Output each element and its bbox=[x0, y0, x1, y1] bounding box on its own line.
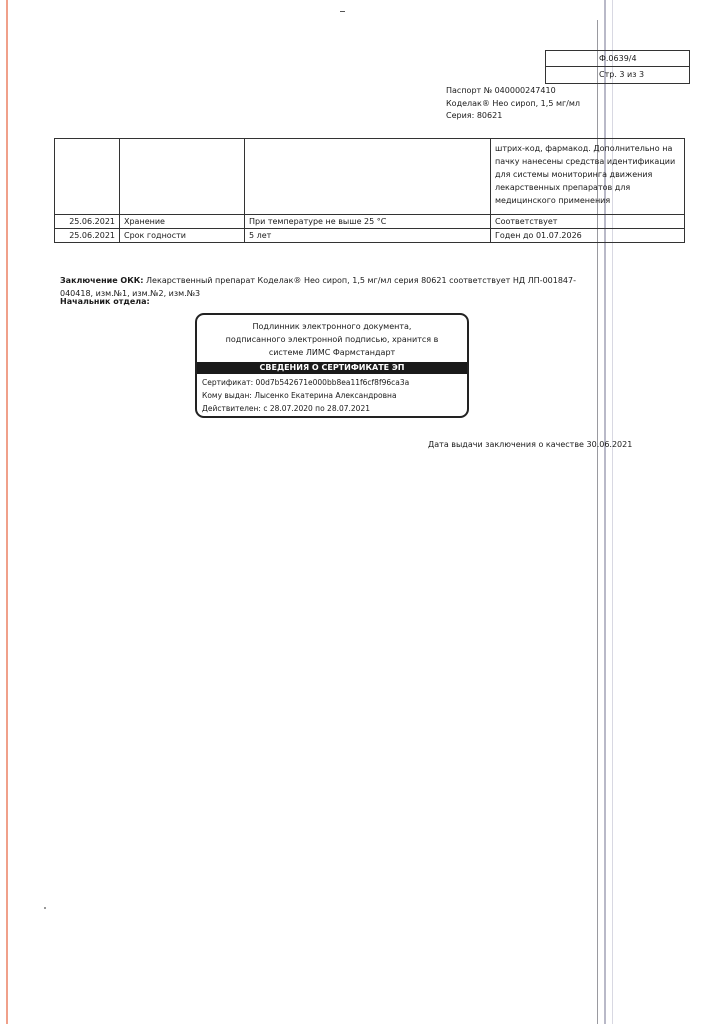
cell-requirement: При температуре не выше 25 °С bbox=[245, 215, 491, 229]
scan-mark bbox=[340, 11, 345, 12]
stamp-certificate: Сертификат: 00d7b542671e000bb8ea11f6cf8f96ca3a bbox=[202, 378, 410, 387]
cell-result: Годен до 01.07.2026 bbox=[491, 229, 685, 243]
conclusion-label: Заключение ОКК: bbox=[60, 276, 144, 285]
form-code-box bbox=[545, 50, 690, 84]
passport-number: Паспорт № 040000247410 bbox=[446, 86, 556, 95]
stamp-issued-to: Кому выдан: Лысенко Екатерина Александровна bbox=[202, 391, 397, 400]
electronic-signature-stamp bbox=[195, 313, 469, 418]
stamp-header: СВЕДЕНИЯ О СЕРТИФИКАТЕ ЭП bbox=[197, 362, 467, 374]
cell-name bbox=[120, 139, 245, 215]
cell-name: Срок годности bbox=[120, 229, 245, 243]
page-number: Стр. 3 из 3 bbox=[599, 70, 645, 79]
cell-date: 25.06.2021 bbox=[55, 215, 120, 229]
stamp-line: Подлинник электронного документа, bbox=[252, 322, 412, 331]
cell-requirement bbox=[245, 139, 491, 215]
scan-speck bbox=[44, 907, 46, 909]
passport-product: Коделак® Нео сироп, 1,5 мг/мл bbox=[446, 98, 581, 108]
stamp-line: системе ЛИМС Фармстандарт bbox=[268, 348, 396, 357]
form-code: Ф.0639/4 bbox=[599, 54, 637, 63]
scan-edge-left bbox=[6, 0, 8, 1024]
conclusion-text: Лекарственный препарат Коделак® Нео сироп, 1,5 мг/мл серия 80621 соответствует НД ЛП-001847-040418, изм.№1, изм.№2, изм.№3 bbox=[60, 276, 576, 298]
cell-date: 25.06.2021 bbox=[55, 229, 120, 243]
cell-name: Хранение bbox=[120, 215, 245, 229]
cell-requirement: 5 лет bbox=[245, 229, 491, 243]
stamp-validity: Действителен: с 28.07.2020 по 28.07.2021 bbox=[202, 404, 370, 413]
table-row bbox=[55, 229, 685, 243]
passport-series: Серия: 80621 bbox=[446, 111, 503, 120]
passport-info bbox=[446, 85, 580, 123]
cell-result: Соответствует bbox=[491, 215, 685, 229]
issue-date: Дата выдачи заключения о качестве 30.06.2021 bbox=[428, 440, 633, 449]
cell-date bbox=[55, 139, 120, 215]
table-row bbox=[55, 215, 685, 229]
stamp-line: подписанного электронной подписью, хранится в bbox=[225, 335, 439, 344]
table-row bbox=[55, 139, 685, 215]
head-of-department-label: Начальник отдела: bbox=[60, 297, 150, 306]
cell-result: штрих-код, фармакод. Дополнительно на пачку нанесены средства идентификации для системы мониторинга движения лекарственных препаратов для медицинского применения bbox=[491, 139, 685, 215]
test-results-table bbox=[54, 138, 685, 243]
